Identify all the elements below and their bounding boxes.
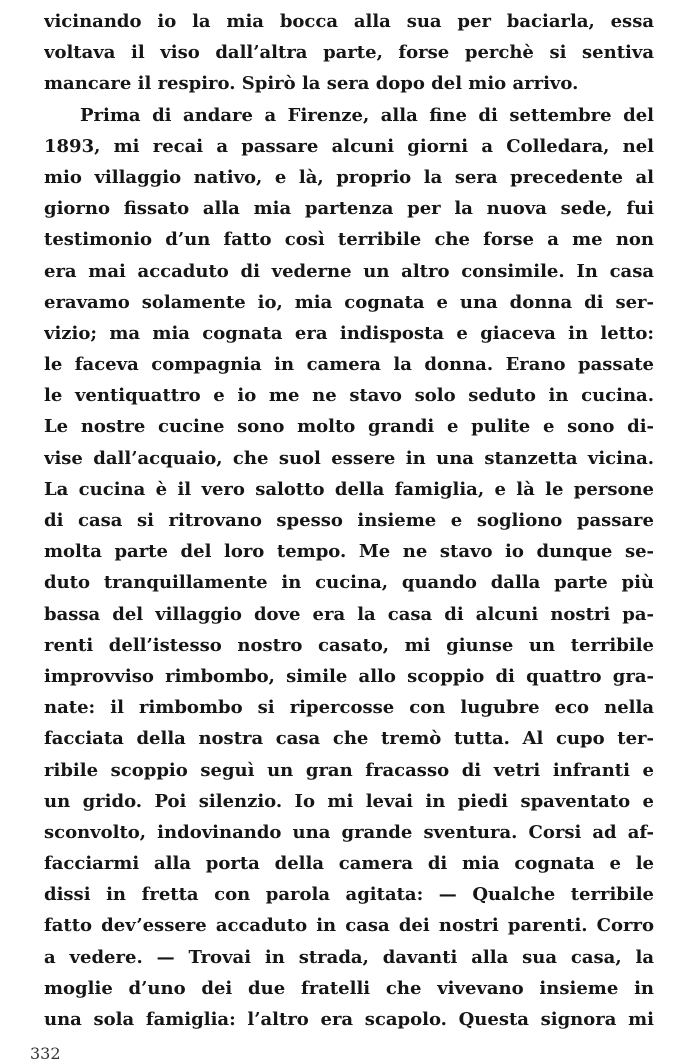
text-line: voltava il viso dall’altra parte, forse perchè si sentiva <box>44 42 654 64</box>
text-line: di casa si ritrovano spesso insieme e sogliono passare <box>44 510 654 531</box>
text-line: vizio; ma mia cognata era indisposta e giaceva in letto: <box>44 322 654 344</box>
text-line: le faceva compagnia in camera la donna. Erano passate <box>44 354 654 376</box>
text-line: vise dall’acquaio, che suol essere in una stanzetta vicina. <box>44 447 654 469</box>
text-line: mio villaggio nativo, e là, proprio la sera precedente al <box>44 166 654 188</box>
text-line: Le nostre cucine sono molto grandi e pulite e sono di- <box>44 416 654 438</box>
text-line: bassa del villaggio dove era la casa di alcuni nostri pa- <box>44 603 654 625</box>
text-line: duto tranquillamente in cucina, quando dalla parte più <box>44 572 654 594</box>
text-line: le ventiquattro e io me ne stavo solo seduto in cucina. <box>44 385 654 407</box>
text-line: nate: il rimbombo si ripercosse con lugubre eco nella <box>44 697 654 719</box>
text-line: fatto dev’essere accaduto in casa dei nostri parenti. Corro <box>44 915 654 937</box>
text-line: a vedere. — Trovai in strada, davanti alla sua casa, la <box>44 946 654 968</box>
text-line: giorno fissato alla mia partenza per la nuova sede, fui <box>44 198 654 220</box>
text-line: una sola famiglia: l’altro era scapolo. Questa signora mi <box>44 1009 654 1030</box>
text-line: molta parte del loro tempo. Me ne stavo io dunque se- <box>44 541 654 563</box>
text-line: sconvolto, indovinando una grande sventura. Corsi ad af- <box>44 821 654 843</box>
text-line: 1893, mi recai a passare alcuni giorni a Colledara, nel <box>44 135 654 157</box>
text-line: dissi in fretta con parola agitata: — Qualche terribile <box>44 884 654 906</box>
text-line: testimonio d’un fatto così terribile che forse a me non <box>44 229 654 251</box>
body-text <box>44 6 654 1035</box>
paragraph-first-line: Prima di andare a Firenze, alla fine di settembre del <box>80 104 654 126</box>
text-line: ribile scoppio seguì un gran fracasso di vetri infranti e <box>44 759 654 781</box>
text-line: renti dell’istesso nostro casato, mi giunse un terribile <box>44 634 654 656</box>
text-line: era mai accaduto di vederne un altro consimile. In casa <box>44 260 654 282</box>
text-line: moglie d’uno dei due fratelli che vivevano insieme in <box>44 977 654 999</box>
text-line: mancare il respiro. Spirò la sera dopo del mio arrivo. <box>44 73 579 95</box>
text-line: improvviso rimbombo, simile allo scoppio di quattro gra- <box>44 665 654 687</box>
text-line: un grido. Poi silenzio. Io mi levai in piedi spaventato e <box>44 790 654 812</box>
text-line: La cucina è il vero salotto della famiglia, e là le persone <box>44 478 654 500</box>
page-number: 332 <box>30 1044 61 1063</box>
text-line: eravamo solamente io, mia cognata e una donna di ser- <box>44 291 654 313</box>
text-line: facciata della nostra casa che tremò tutta. Al cupo ter- <box>44 728 654 750</box>
text-line: facciarmi alla porta della camera di mia cognata e le <box>44 853 654 875</box>
text-line: vicinando io la mia bocca alla sua per baciarla, essa <box>44 11 654 32</box>
